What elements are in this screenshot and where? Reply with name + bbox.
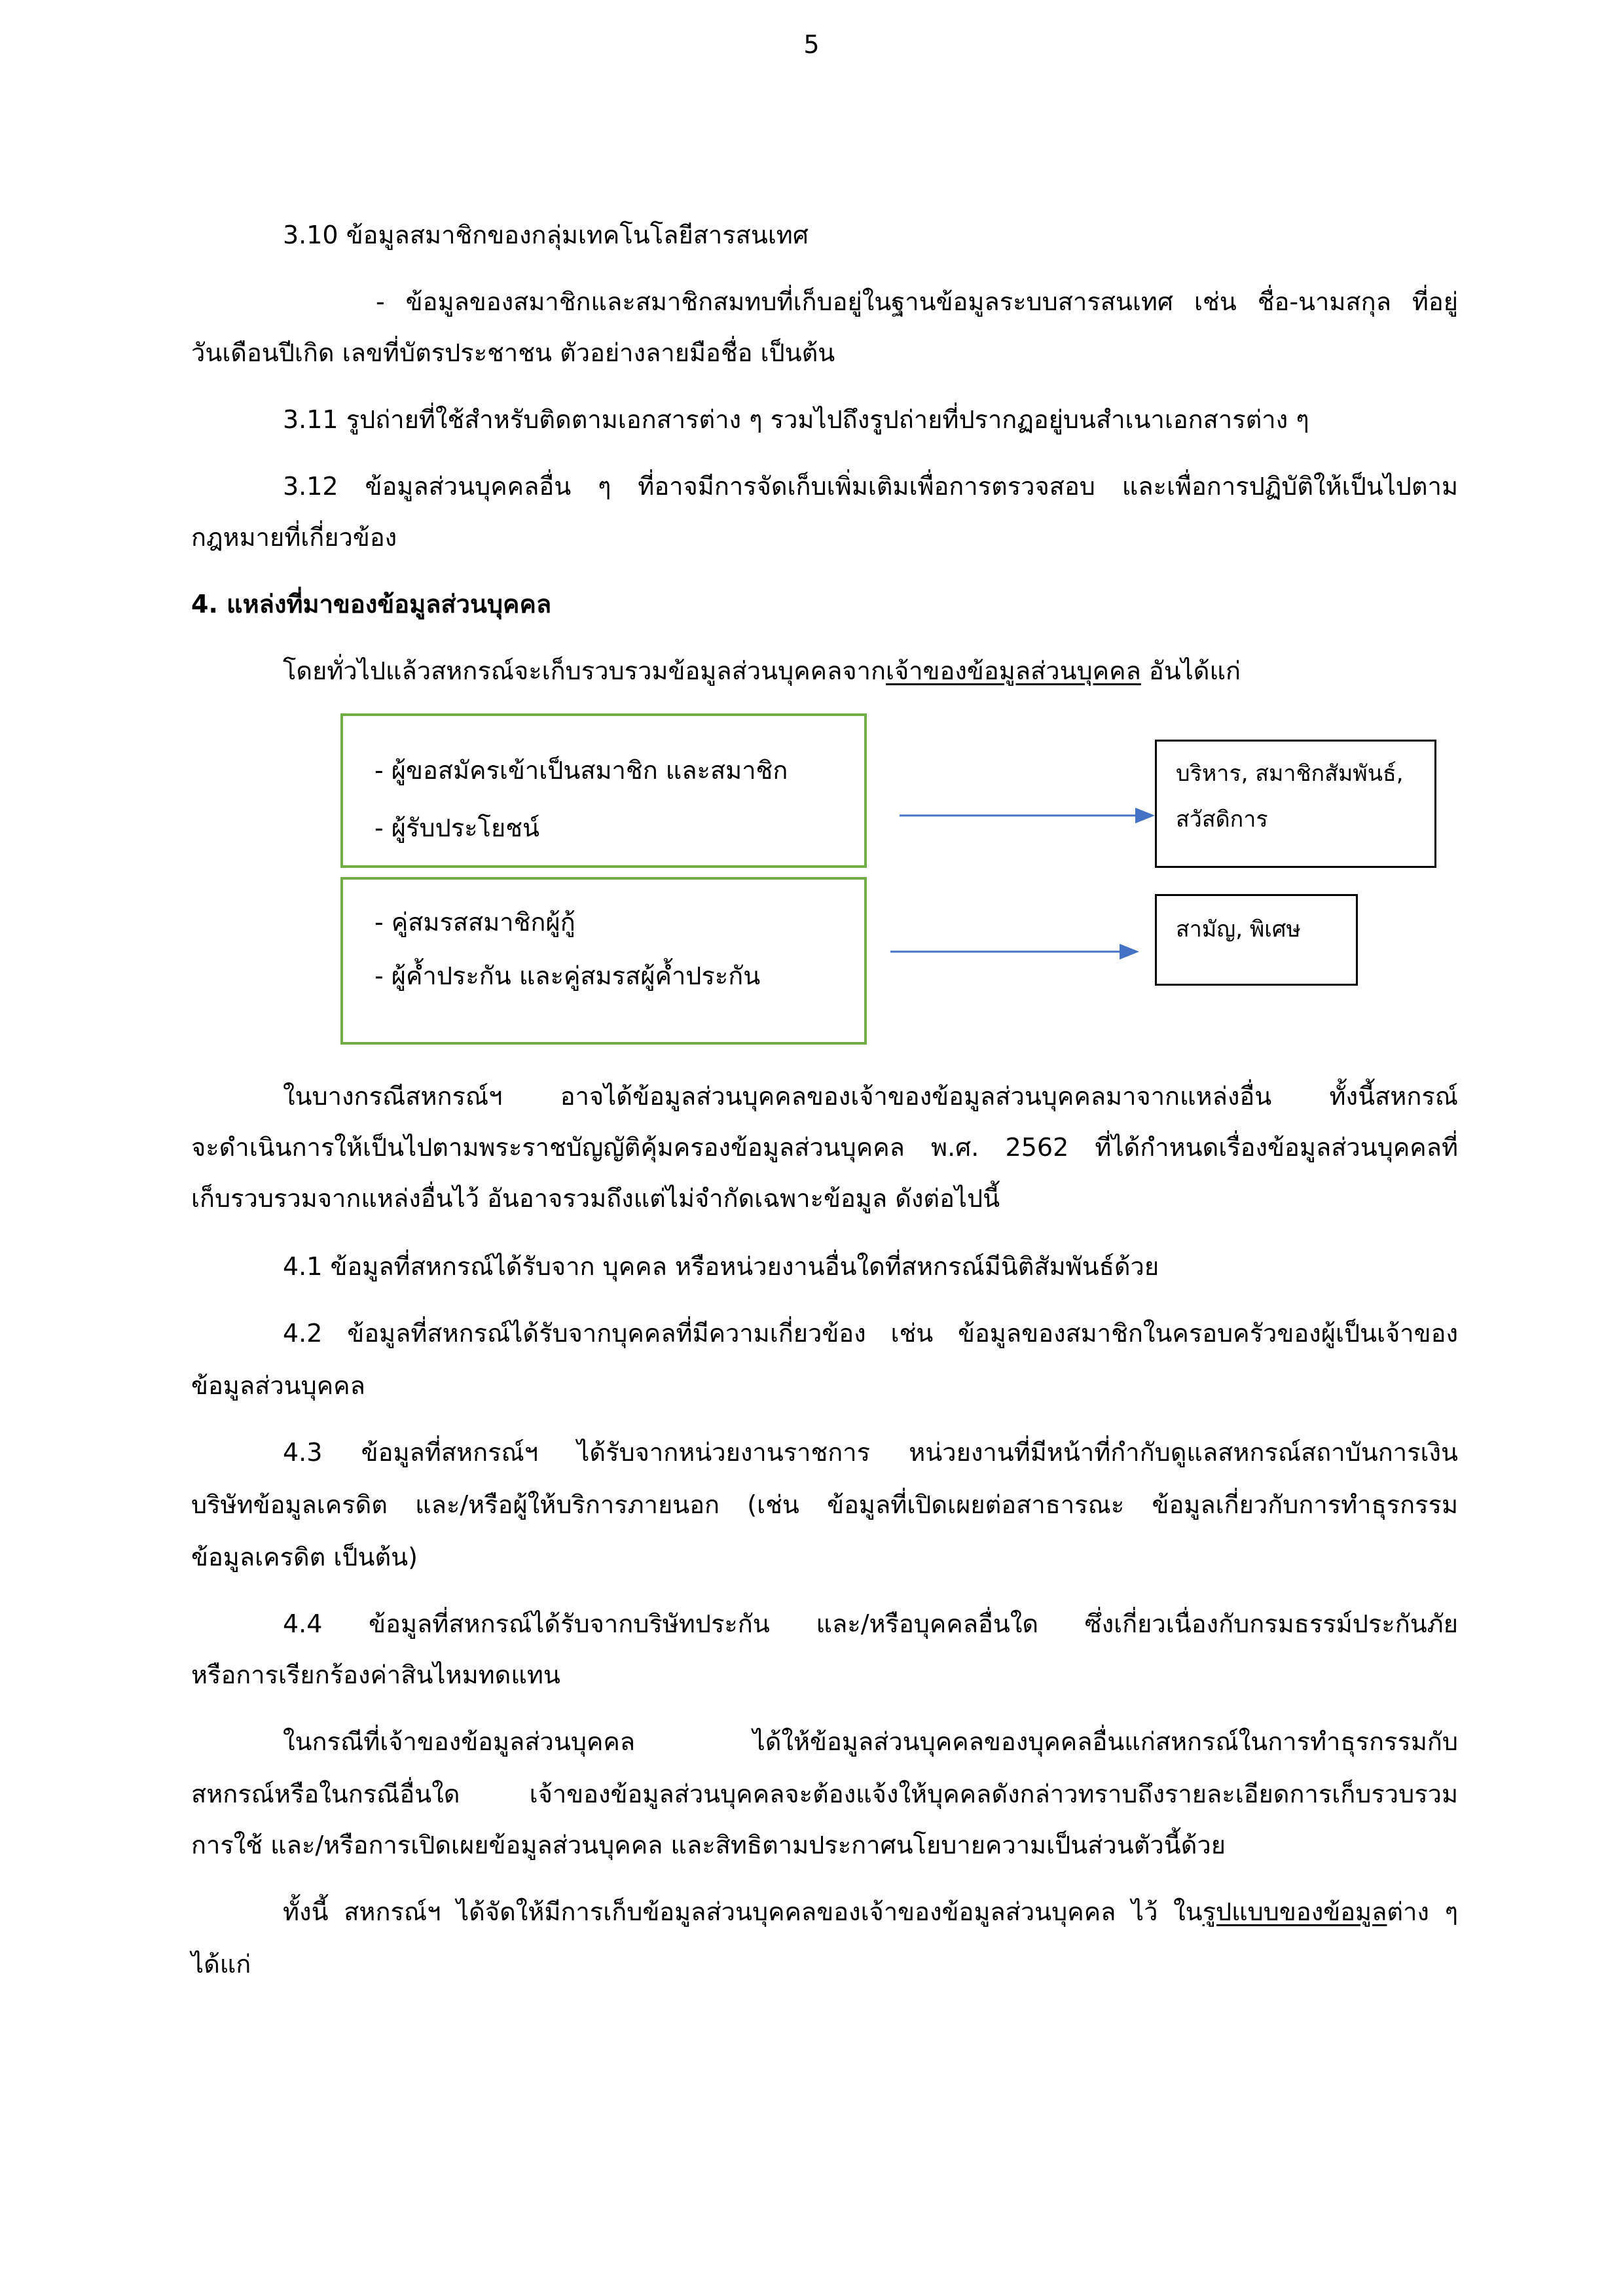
section-4-3-line-2: บริษัทข้อมูลเครดิต และ/หรือผู้ให้บริการภายนอก (เช่น ข้อมูลที่เปิดเผยต่อสาธารณะ ข้อมูลเกี่ยวกับการทำธุรกรรม bbox=[191, 1490, 1458, 1519]
section-4-3-line-3: ข้อมูลเครดิต เป็นต้น) bbox=[191, 1543, 418, 1571]
section-3-12-line-1: 3.12 ข้อมูลส่วนบุคคลอื่น ๆ ที่อาจมีการจัดเก็บเพิ่มเติมเพื่อการตรวจสอบ และเพื่อการปฏิบัติให้เป็นไปตาม bbox=[283, 472, 1458, 501]
other-sources-line-2: จะดำเนินการให้เป็นไปตามพระราชบัญญัติคุ้มครองข้อมูลส่วนบุคคล พ.ศ. 2562 ที่ได้กำหนดเรื่องข้อมูลส่วนบุคคลที่ bbox=[191, 1133, 1458, 1162]
section-3-10-heading: 3.10 ข้อมูลสมาชิกของกลุ่มเทคโนโลยีสารสนเทศ bbox=[283, 221, 809, 249]
page-number: 5 bbox=[803, 30, 820, 59]
arrow-to-target-1 bbox=[900, 804, 1155, 827]
section-4-heading: 4. แหล่งที่มาของข้อมูลส่วนบุคคล bbox=[191, 590, 552, 619]
final-paragraph-line-1 bbox=[283, 1893, 1458, 1931]
section-4-intro-underlined: เจ้าของข้อมูลส่วนบุคคล bbox=[885, 656, 1141, 685]
section-4-1: 4.1 ข้อมูลที่สหกรณ์ได้รับจาก บุคคล หรือหน่วยงานอื่นใดที่สหกรณ์มีนิติสัมพันธ์ด้วย bbox=[283, 1252, 1159, 1281]
final-paragraph-pre: ทั้งนี้ สหกรณ์ฯ ได้จัดให้มีการเก็บข้อมูลส่วนบุคคลของเจ้าของข้อมูลส่วนบุคคล ไว้ ใน bbox=[283, 1897, 1203, 1926]
case-paragraph-line-3: การใช้ และ/หรือการเปิดเผยข้อมูลส่วนบุคคล และสิทธิตามประกาศนโยบายความเป็นส่วนตัวนี้ด้วย bbox=[191, 1831, 1226, 1859]
other-sources-line-1: ในบางกรณีสหกรณ์ฯ อาจได้ข้อมูลส่วนบุคคลของเจ้าของข้อมูลส่วนบุคคลมาจากแหล่งอื่น ทั้งนี้สหกรณ์ bbox=[283, 1082, 1458, 1111]
section-4-4-line-1: 4.4 ข้อมูลที่สหกรณ์ได้รับจากบริษัทประกัน และ/หรือบุคคลอื่นใด ซึ่งเกี่ยวเนื่องกับกรมธรรม์ประกันภัย bbox=[283, 1609, 1458, 1638]
section-4-intro-post: อันได้แก่ bbox=[1140, 656, 1241, 685]
section-3-10-line-1: - ข้อมูลของสมาชิกและสมาชิกสมทบที่เก็บอยู่ในฐานข้อมูลระบบสารสนเทศ เช่น ชื่อ-นามสกุล ที่อยู่ bbox=[376, 287, 1458, 316]
other-sources-line-3: เก็บรวบรวมจากแหล่งอื่นไว้ อันอาจรวมถึงแต่ไม่จำกัดเฉพาะข้อมูล ดังต่อไปนี้ bbox=[191, 1184, 1000, 1213]
sources-box-guarantors-line-1: - คู่สมรสสมาชิกผู้กู้ bbox=[374, 908, 575, 937]
target-box-welfare-line-1: บริหาร, สมาชิกสัมพันธ์, bbox=[1176, 761, 1404, 787]
section-3-12-line-2: กฎหมายที่เกี่ยวข้อง bbox=[191, 523, 397, 552]
final-paragraph-post: ต่าง ๆ bbox=[1387, 1897, 1459, 1926]
final-paragraph-line-2: ได้แก่ bbox=[191, 1950, 251, 1979]
case-paragraph-line-2: สหกรณ์หรือในกรณีอื่นใด เจ้าของข้อมูลส่วนบุคคลจะต้องแจ้งให้บุคคลดังกล่าวทราบถึงรายละเอียดการเก็บรวบรวม bbox=[191, 1780, 1458, 1808]
sources-box-guarantors-line-2: - ผู้ค้ำประกัน และคู่สมรสผู้ค้ำประกัน bbox=[374, 961, 761, 990]
section-4-intro-pre: โดยทั่วไปแล้วสหกรณ์จะเก็บรวบรวมข้อมูลส่วนบุคคลจาก bbox=[283, 656, 886, 685]
section-3-10-line-2: วันเดือนปีเกิด เลขที่บัตรประชาชน ตัวอย่างลายมือชื่อ เป็นต้น bbox=[191, 338, 835, 367]
sources-box-members-line-2: - ผู้รับประโยชน์ bbox=[374, 814, 539, 842]
section-4-4-line-2: หรือการเรียกร้องค่าสินไหมทดแทน bbox=[191, 1660, 560, 1689]
final-paragraph-underlined: รูปแบบของข้อมูล bbox=[1202, 1897, 1387, 1926]
section-4-3-line-1: 4.3 ข้อมูลที่สหกรณ์ฯ ได้รับจากหน่วยงานราชการ หน่วยงานที่มีหน้าที่กำกับดูแลสหกรณ์สถาบันการเงิน bbox=[283, 1438, 1458, 1467]
target-box-welfare-line-2: สวัสดิการ bbox=[1176, 806, 1268, 833]
section-4-2-line-2: ข้อมูลส่วนบุคคล bbox=[191, 1371, 365, 1400]
arrow-to-target-2 bbox=[890, 940, 1139, 963]
case-paragraph-line-1: ในกรณีที่เจ้าของข้อมูลส่วนบุคคล ได้ให้ข้อมูลส่วนบุคคลของบุคคลอื่นแก่สหกรณ์ในการทำธุรกรรมกับ bbox=[283, 1727, 1458, 1756]
section-3-11: 3.11 รูปถ่ายที่ใช้สำหรับติดตามเอกสารต่าง ๆ รวมไปถึงรูปถ่ายที่ปรากฏอยู่บนสำเนาเอกสารต่าง ๆ bbox=[283, 405, 1309, 434]
target-box-loans-line-1: สามัญ, พิเศษ bbox=[1176, 916, 1301, 942]
sources-box-members-line-1: - ผู้ขอสมัครเข้าเป็นสมาชิก และสมาชิก bbox=[374, 756, 788, 785]
section-4-2-line-1: 4.2 ข้อมูลที่สหกรณ์ได้รับจากบุคคลที่มีความเกี่ยวข้อง เช่น ข้อมูลของสมาชิกในครอบครัวของผู้เป็นเจ้าของ bbox=[283, 1319, 1458, 1348]
section-4-intro bbox=[283, 652, 1241, 690]
